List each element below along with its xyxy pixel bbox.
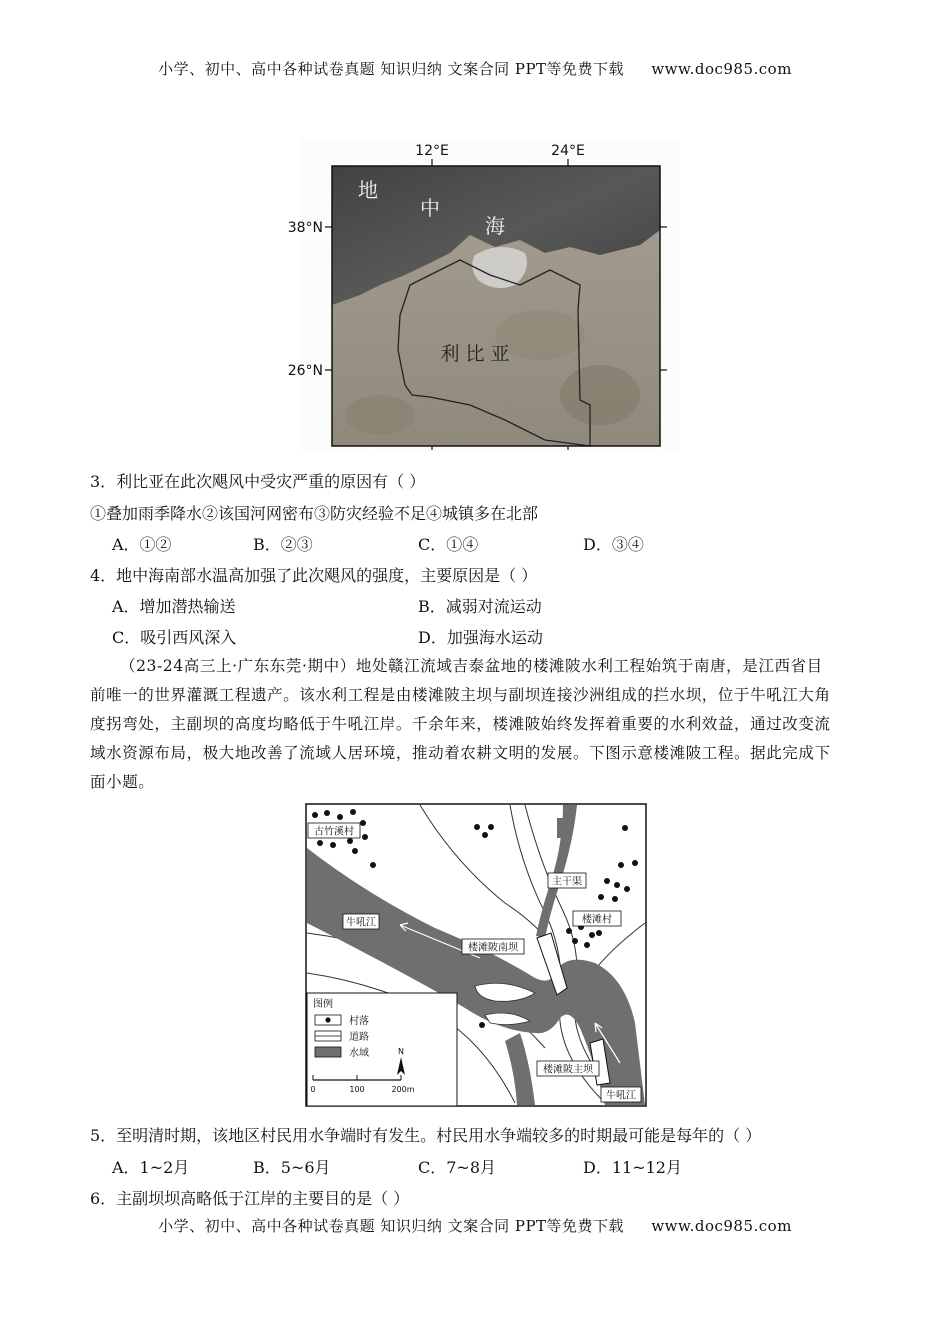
q6-stem: 6．主副坝坝高略低于江岸的主要目的是（ ） <box>90 1189 410 1208</box>
q3-option-b[interactable]: B．②③ <box>253 535 313 554</box>
q3-option-a[interactable]: A．①② <box>112 535 172 554</box>
label-main-canal: 主干渠 <box>552 876 582 888</box>
header-site: www.doc985.com <box>651 60 792 78</box>
libya-satellite-map <box>270 135 680 450</box>
q3-stem: 3．利比亚在此次飓风中受灾严重的原因有（ ） <box>90 472 426 491</box>
passage <box>90 652 860 797</box>
q5-option-d[interactable]: D．11~12月 <box>583 1158 682 1177</box>
q4-option-c[interactable]: C．吸引西风深入 <box>112 628 237 647</box>
passage-line-2: 前唯一的世界灌溉工程遗产。该水利工程是由楼滩陂主坝与副坝连接沙洲组成的拦水坝，位于牛吼江大角 <box>90 686 831 704</box>
q4-option-a[interactable]: A．增加潜热输送 <box>112 597 236 616</box>
passage-line-1: （23-24高三上·广东东莞·期中）地处赣江流域吉泰盆地的楼滩陂水利工程始筑于南唐，是江西省目 <box>120 657 823 675</box>
map2-legend <box>307 993 457 1106</box>
label-niuhou-river-2: 牛吼江 <box>606 1090 636 1102</box>
map1-frame <box>332 166 660 446</box>
q4-stem: 4．地中海南部水温高加强了此次飓风的强度，主要原因是（ ） <box>90 566 538 585</box>
sea-label-char-3: 海 <box>485 214 505 238</box>
page-header <box>0 58 950 79</box>
lat-label-26n: 26°N <box>287 363 323 379</box>
passage-line-5: 面小题。 <box>90 773 155 791</box>
q4-option-b[interactable]: B．减弱对流运动 <box>418 597 542 616</box>
footer-text: 小学、初中、高中各种试卷真题 知识归纳 文案合同 PPT等免费下载 <box>158 1217 625 1235</box>
label-loutan-village: 楼滩村 <box>582 914 612 926</box>
q4-option-d[interactable]: D．加强海水运动 <box>418 628 543 647</box>
header-text: 小学、初中、高中各种试卷真题 知识归纳 文案合同 PPT等免费下载 <box>158 60 625 78</box>
scale-100: 100 <box>349 1085 365 1094</box>
footer-site: www.doc985.com <box>651 1217 792 1235</box>
label-niuhou-river-1: 牛吼江 <box>346 917 376 929</box>
lon-label-12e: 12°E <box>415 143 449 159</box>
north-label: N <box>398 1047 404 1056</box>
q5-option-a[interactable]: A．1~2月 <box>112 1158 190 1177</box>
q5-option-c[interactable]: C．7~8月 <box>418 1158 497 1177</box>
legend-village: 村落 <box>349 1016 369 1027</box>
label-main-dam: 楼滩陂主坝 <box>543 1064 593 1076</box>
country-label: 利 比 亚 <box>440 343 510 365</box>
q3-statements: ①叠加雨季降水②该国河网密布③防灾经验不足④城镇多在北部 <box>90 504 539 523</box>
scale-200m: 200m <box>391 1085 415 1094</box>
legend-title: 图例 <box>313 999 333 1010</box>
lon-label-24e: 24°E <box>551 143 585 159</box>
legend-water: 水域 <box>349 1048 369 1059</box>
q5-option-b[interactable]: B．5~6月 <box>253 1158 331 1177</box>
legend-road: 道路 <box>349 1032 369 1043</box>
sea-label-char-1: 地 <box>358 178 378 202</box>
scale-0: 0 <box>310 1085 316 1094</box>
q5-stem: 5．至明清时期，该地区村民用水争端时有发生。村民用水争端较多的时期最可能是每年的（ ） <box>90 1126 762 1145</box>
loutanbei-map <box>305 803 647 1108</box>
q3-option-c[interactable]: C．①④ <box>418 535 479 554</box>
q3-option-d[interactable]: D．③④ <box>583 535 644 554</box>
label-guzhuxi-village: 古竹溪村 <box>314 826 354 838</box>
page-footer <box>0 1215 950 1236</box>
label-south-dam: 楼滩陂南坝 <box>468 942 518 954</box>
passage-line-4: 域水资源布局，极大地改善了流域人居环境，推动着农耕文明的发展。下图示意楼滩陂工程。据此完成下 <box>90 744 831 762</box>
lat-label-38n: 38°N <box>287 220 323 236</box>
passage-line-3: 度拐弯处，主副坝的高度均略低于牛吼江岸。千余年来，楼滩陂始终发挥着重要的水利效益，通过改变流 <box>90 715 831 733</box>
sea-label-char-2: 中 <box>420 196 440 220</box>
